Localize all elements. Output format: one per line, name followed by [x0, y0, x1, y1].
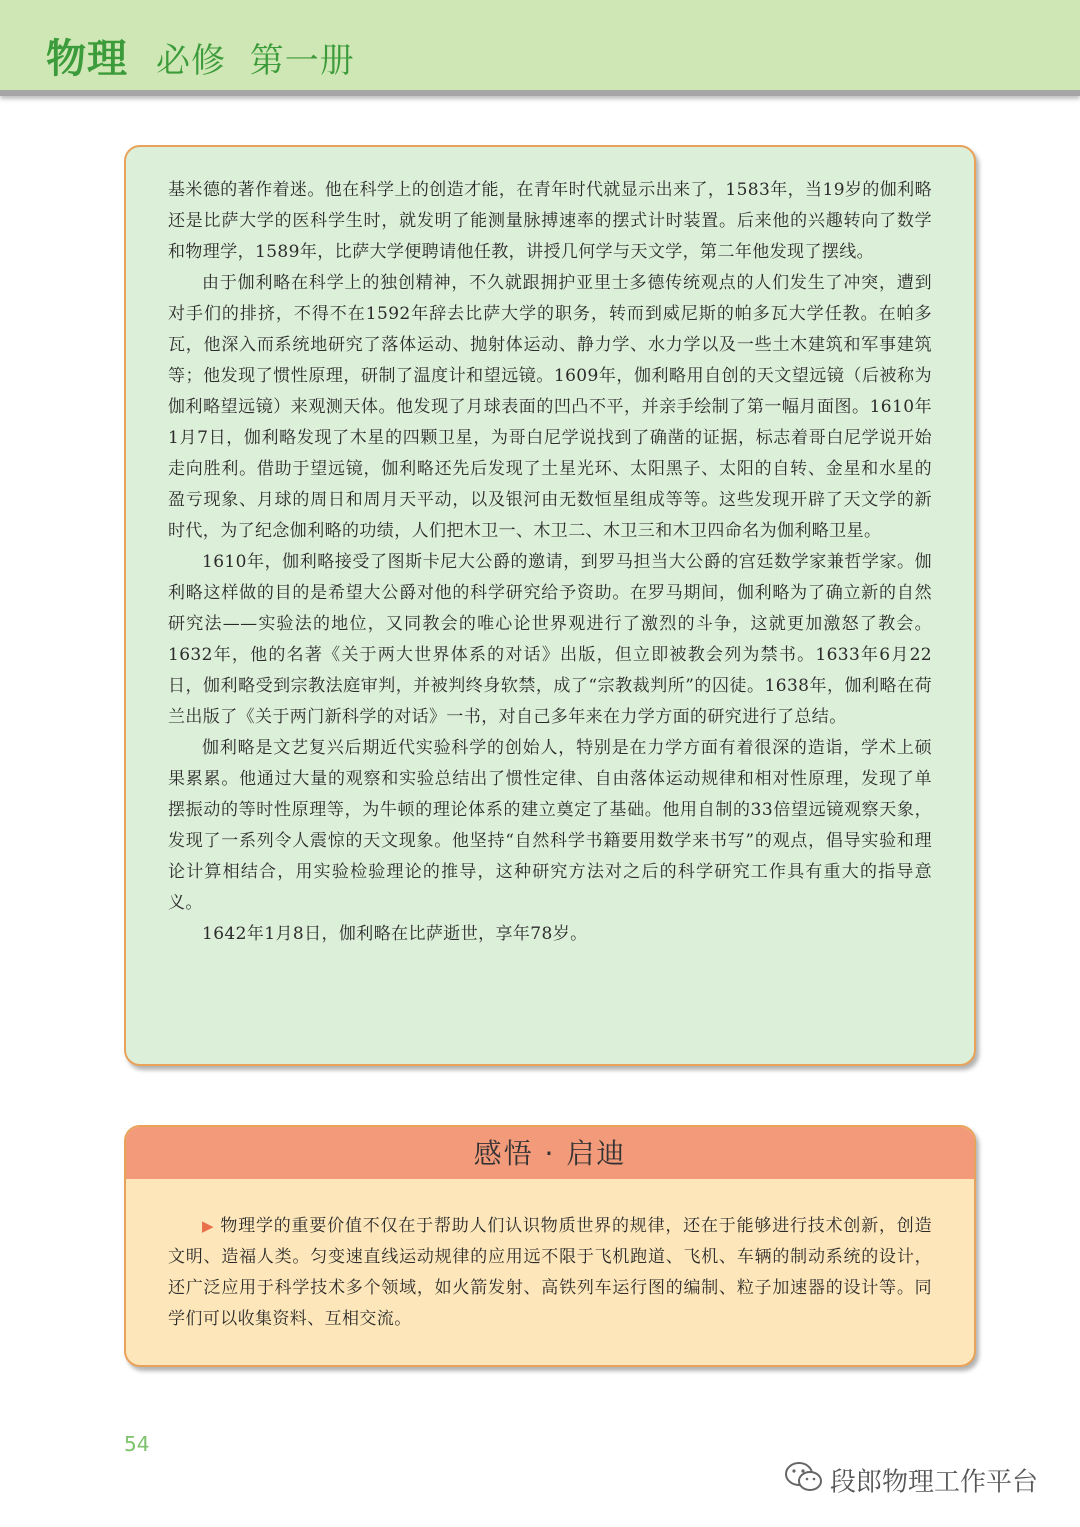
watermark-text: 段郎物理工作平台 [830, 1467, 1039, 1498]
book-subtitle: 必修 第一册 [156, 41, 355, 81]
wechat-icon [784, 1460, 824, 1506]
page-header [0, 0, 1080, 96]
insight-body [126, 1179, 974, 1335]
insight-text: 物理学的重要价值不仅在于帮助人们认识物质世界的规律，还在于能够进行技术创新，创造文明、造福人类。匀变速直线运动规律的应用远不限于飞机跑道、飞机、车辆的制动系统的设计，还广泛应用于科学技术多个领域，如火箭发射、高铁列车运行图的编制、粒子加速器的设计等。同学们可以收集资料、互相交流。 [168, 1216, 933, 1329]
bio-paragraph-2: 由于伽利略在科学上的独创精神，不久就跟拥护亚里士多德传统观点的人们发生了冲突，遭到对手们的排挤，不得不在1592年辞去比萨大学的职务，转而到威尼斯的帕多瓦大学任教。在帕多瓦，他深入而系统地研究了落体运动、抛射体运动、静力学、水力学以及一些土木建筑和军事建筑等；他发现了惯性原理，研制了温度计和望远镜。1609年，伽利略用自创的天文望远镜（后被称为伽利略望远镜）来观测天体。他发现了月球表面的凹凸不平，并亲手绘制了第一幅月面图。1610年1月7日，伽利略发现了木星的四颗卫星，为哥白尼学说找到了确凿的证据，标志着哥白尼学说开始走向胜利。借助于望远镜，伽利略还先后发现了土星光环、太阳黑子、太阳的自转、金星和水星的盈亏现象、月球的周日和周月天平动，以及银河由无数恒星组成等等。这些发现开辟了天文学的新时代，为了纪念伽利略的功绩，人们把木卫一、木卫二、木卫三和木卫四命名为伽利略卫星。 [168, 273, 932, 541]
watermark [784, 1460, 1038, 1500]
page-number: 54 [124, 1432, 150, 1456]
biography-box [124, 145, 976, 1066]
book-title: 物理 [46, 36, 128, 82]
triangle-right-icon: ▶ [202, 1217, 215, 1235]
bio-paragraph-4: 伽利略是文艺复兴后期近代实验科学的创始人，特别是在力学方面有着很深的造诣，学术上硕果累累。他通过大量的观察和实验总结出了惯性定律、自由落体运动规律和相对性原理，发现了单摆振动的等时性原理等，为牛顿的理论体系的建立奠定了基础。他用自制的33倍望远镜观察天象，发现了一系列令人震惊的天文现象。他坚持“自然科学书籍要用数学来书写”的观点，倡导实验和理论计算相结合，用实验检验理论的推导，这种研究方法对之后的科学研究工作具有重大的指导意义。 [168, 738, 932, 913]
insight-title: 感悟 · 启迪 [126, 1127, 974, 1179]
bio-paragraph-5: 1642年1月8日，伽利略在比萨逝世，享年78岁。 [202, 924, 588, 944]
bio-paragraph-3: 1610年，伽利略接受了图斯卡尼大公爵的邀请，到罗马担当大公爵的宫廷数学家兼哲学家。伽利略这样做的目的是希望大公爵对他的科学研究给予资助。在罗马期间，伽利略为了确立新的自然研究法——实验法的地位，又同教会的唯心论世界观进行了激烈的斗争，这就更加激怒了教会。1632年，他的名著《关于两大世界体系的对话》出版，但立即被教会列为禁书。1633年6月22日，伽利略受到宗教法庭审判，并被判终身软禁，成了“宗教裁判所”的囚徒。1638年，伽利略在荷兰出版了《关于两门新科学的对话》一书，对自己多年来在力学方面的研究进行了总结。 [168, 552, 932, 727]
bio-paragraph-1: 基米德的著作着迷。他在科学上的创造才能，在青年时代就显示出来了，1583年，当19岁的伽利略还是比萨大学的医科学生时，就发明了能测量脉搏速率的摆式计时装置。后来他的兴趣转向了数学和物理学，1589年，比萨大学便聘请他任教，讲授几何学与天文学，第二年他发现了摆线。 [168, 180, 932, 262]
insight-paragraph [168, 1211, 932, 1335]
insight-box [124, 1125, 976, 1367]
